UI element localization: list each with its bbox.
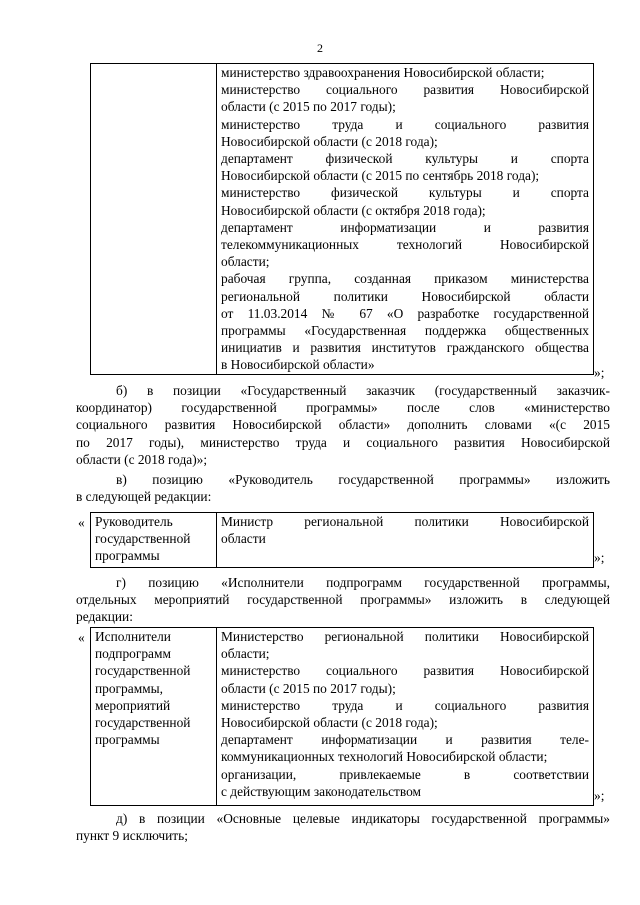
text-line: Исполнители — [95, 629, 171, 644]
opening-quote: « — [78, 630, 85, 645]
text-line: координатор) государственной программы» после слов «министерство — [76, 400, 610, 416]
paragraph-d — [76, 810, 610, 844]
table-cell-left-empty — [91, 64, 217, 375]
text-line: Новосибирской области (с октября 2018 года); — [221, 202, 486, 218]
text-line: области (с 2018 года)»; — [76, 451, 208, 467]
text-line: программы «Государственная поддержка общественных — [221, 323, 589, 339]
text-line: министерство физической культуры и спорта — [221, 185, 589, 201]
text-line: в Новосибирской области» — [221, 357, 375, 373]
paragraph-g — [76, 574, 610, 626]
text-line: Руководитель — [95, 514, 173, 529]
text-line: б) в позиции «Государственный заказчик (государственный заказчик- — [116, 383, 610, 398]
text-line: в) позицию «Руководитель государственной программы» изложить — [116, 472, 610, 487]
text-line: организации, привлекаемые в соответствии — [221, 766, 589, 782]
text-line: области — [221, 531, 266, 547]
table-executors — [90, 627, 594, 806]
paragraph-v — [76, 471, 610, 505]
text-line: по 2017 годы), министерство труда и социального развития Новосибирской — [76, 434, 610, 450]
text-line: области; — [221, 646, 270, 662]
table-program-head — [90, 512, 594, 568]
table-cell-left — [91, 628, 217, 806]
text-line: мероприятий — [95, 697, 171, 713]
text-line: г) позицию «Исполнители подпрограмм государственной программы, — [116, 575, 610, 590]
text-line: области; — [221, 254, 270, 270]
closing-quote: »; — [594, 550, 605, 565]
text-line: министерство социального развития Новосибирской — [221, 663, 589, 679]
text-line: отдельных мероприятий государственной программы» изложить в следующей — [76, 592, 610, 608]
closing-quote: »; — [594, 788, 605, 803]
table-cell-right — [217, 513, 594, 568]
text-line: департамент физической культуры и спорта — [221, 151, 589, 167]
text-line: подпрограмм — [95, 646, 171, 662]
text-line: Министерство региональной политики Новосибирской — [221, 629, 589, 644]
opening-quote: « — [78, 515, 85, 530]
text-line: департамент информатизации и развития теле- — [221, 732, 589, 748]
text-line: социального развития Новосибирской области» дополнить словами «(с 2015 — [76, 417, 610, 433]
text-line: министерство труда и социального развития — [221, 697, 589, 713]
text-line: в следующей редакции: — [76, 489, 212, 505]
text-line: с действующим законодательством — [221, 783, 422, 799]
table-cell-left — [91, 513, 217, 568]
text-line: д) в позиции «Основные целевые индикаторы государственной программы» — [116, 811, 610, 826]
text-line: редакции: — [76, 609, 133, 625]
text-line: Новосибирской области (с 2018 года); — [221, 133, 438, 149]
text-line: программы — [95, 732, 160, 748]
text-line: министерство социального развития Новосибирской — [221, 82, 589, 98]
text-line: области (с 2015 по 2017 годы); — [221, 680, 396, 696]
text-line: от 11.03.2014 № 67 «О разработке государственной — [221, 305, 589, 321]
text-line: области (с 2015 по 2017 годы); — [221, 99, 396, 115]
text-line: департамент информатизации и развития — [221, 219, 589, 235]
text-line: телекоммуникационных технологий Новосибирской — [221, 237, 589, 253]
text-line: государственной — [95, 663, 191, 679]
text-line: Новосибирской области (с 2015 по сентябрь 2018 года); — [221, 168, 540, 184]
text-line: министерство труда и социального развития — [221, 116, 589, 132]
text-line: коммуникационных технологий Новосибирской области; — [221, 749, 548, 765]
text-line: программы — [95, 548, 160, 564]
table-cell-right — [217, 628, 594, 806]
text-line: государственной — [95, 715, 191, 731]
table-executors-continued — [90, 63, 594, 375]
page-number: 2 — [317, 41, 323, 55]
text-line: государственной — [95, 531, 191, 547]
table-cell-right — [217, 64, 594, 375]
text-line: рабочая группа, созданная приказом министерства — [221, 271, 589, 287]
text-line: программы, — [95, 680, 163, 696]
text-line: региональной политики Новосибирской области — [221, 288, 589, 304]
paragraph-b — [76, 382, 610, 468]
text-line: инициатив и развития институтов гражданского общества — [221, 340, 589, 356]
closing-quote: »; — [594, 365, 605, 380]
text-line: Министр региональной политики Новосибирской — [221, 514, 589, 529]
text-line: пункт 9 исключить; — [76, 828, 188, 844]
text-line: Новосибирской области (с 2018 года); — [221, 715, 438, 731]
text-line: министерство здравоохранения Новосибирской области; — [221, 65, 545, 80]
